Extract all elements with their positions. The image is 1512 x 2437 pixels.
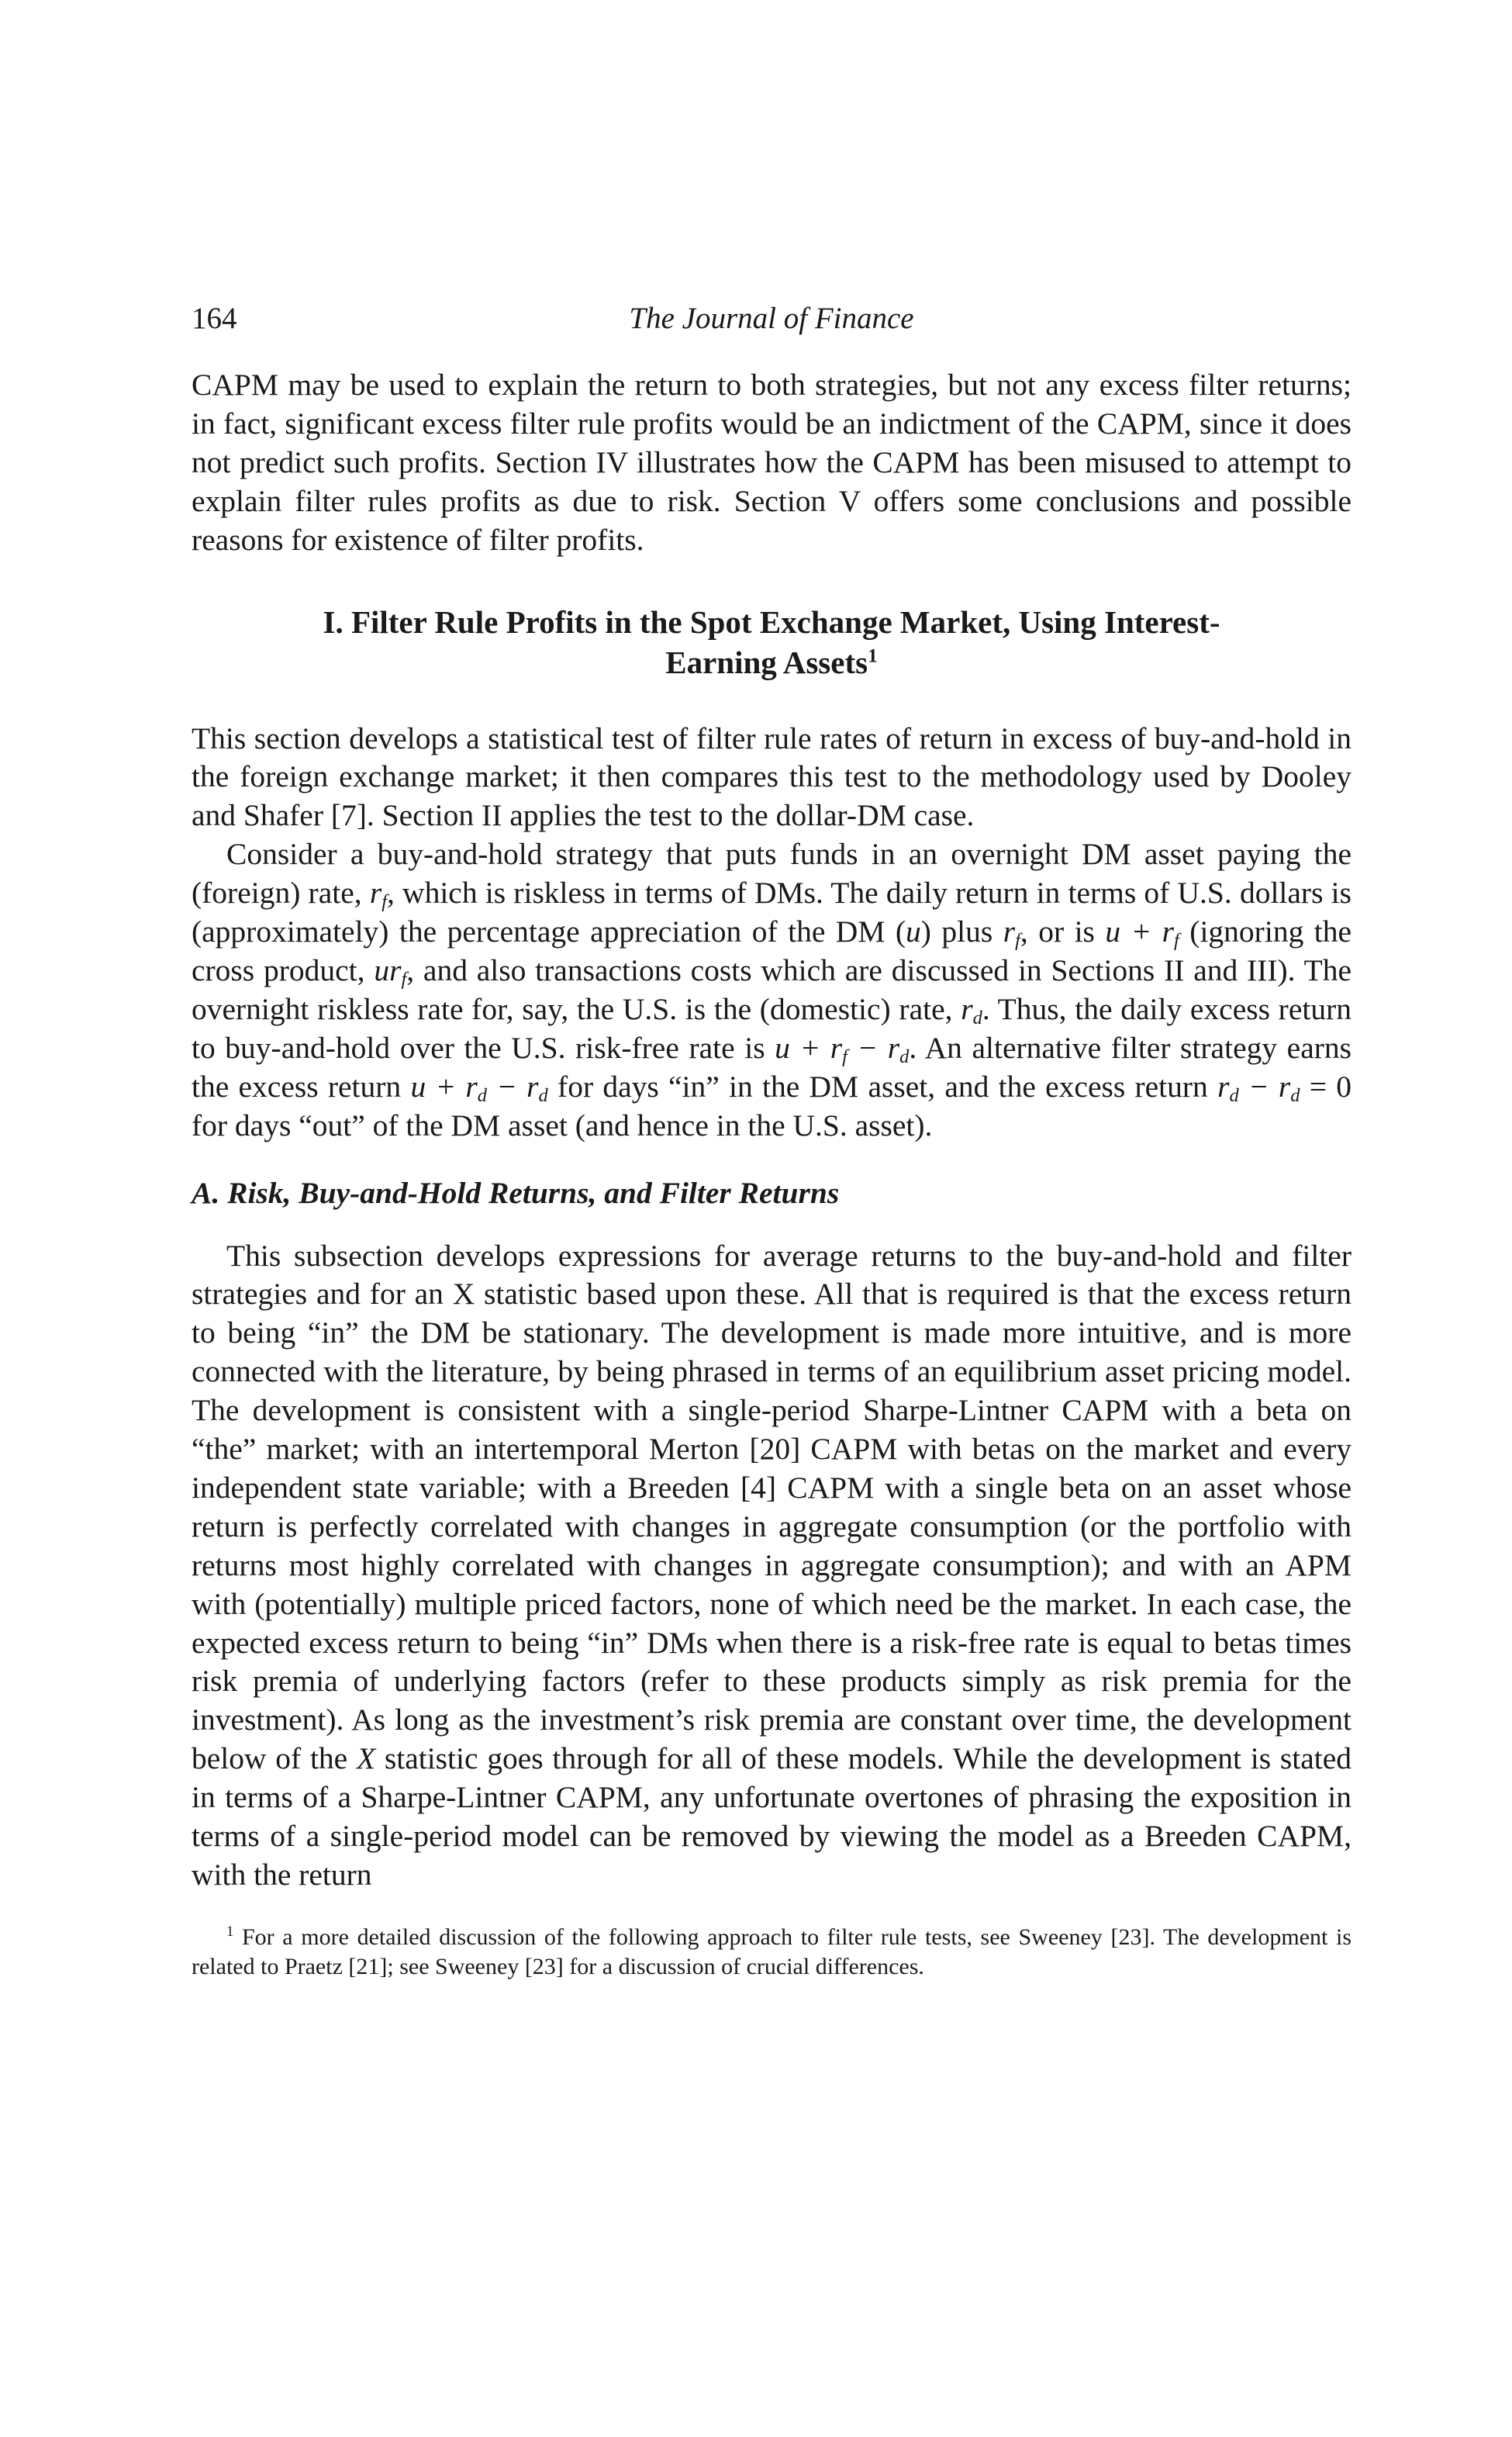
section-heading [192, 602, 1351, 683]
page-number: 164 [192, 302, 237, 335]
math-sub: f [1174, 930, 1179, 952]
footnotes [192, 1923, 1351, 1982]
math-op: − [1238, 1069, 1279, 1104]
section-heading-line-2 [192, 642, 1351, 683]
text-run: . An alternative filter strategy earns the excess return [192, 1030, 1352, 1104]
footnote-1-marker: 1 [226, 1923, 234, 1940]
math-var: r [1003, 914, 1016, 949]
math-x: X [356, 1741, 376, 1776]
math-op: + [426, 1069, 466, 1104]
math-excess-buy-hold [775, 1031, 909, 1065]
math-u-plus-rf [1105, 914, 1179, 952]
math-var: r [369, 876, 382, 911]
math-sub: d [899, 1046, 910, 1067]
text-run: statistic goes through for all of these models. While the development is stated in terms of a Sharpe-Lintner CAPM, any unfortunate overtones of phrasing the exposition in terms of a single-period model can be removed by viewing the model as a Breeden CAPM, with the return [192, 1741, 1351, 1892]
text-run: , and also transactions costs which are discussed in Sections II and III). The overnight riskless rate for, say, the U.S. is the (domestic) rate, [192, 952, 1352, 1026]
math-var: r [961, 991, 973, 1026]
math-u: u [906, 914, 921, 949]
text-run: ) plus [920, 914, 1003, 949]
text-run: (ignoring the cross product, [192, 914, 1352, 987]
footnote-marker: 1 [868, 644, 878, 666]
math-sub: d [538, 1084, 548, 1106]
math-var: ur [374, 952, 402, 987]
math-sub: d [1290, 1084, 1300, 1106]
page-header [192, 301, 1351, 347]
text-run: . Thus, the daily excess return to buy-and-hold over the U.S. risk-free rate is [192, 991, 1351, 1065]
math-rf [1003, 914, 1020, 952]
running-title: The Journal of Finance [629, 302, 914, 335]
math-sub: f [842, 1046, 847, 1067]
math-op: + [1120, 914, 1162, 949]
text-run: , or is [1020, 914, 1106, 949]
journal-page [192, 301, 1351, 1982]
text-run: Consider a buy-and-hold strategy that puts funds in an overnight DM asset paying the (foreign) rate, [192, 837, 1351, 911]
math-rf [369, 876, 387, 913]
math-op: = 0 [1300, 1069, 1352, 1104]
math-var: r [1278, 1069, 1291, 1104]
section-heading-line-1: I. Filter Rule Profits in the Spot Exchange Market, Using Interest- [323, 603, 1220, 640]
math-excess-filter-in [410, 1070, 547, 1104]
text-run: This subsection develops expressions for average returns to the buy-and-hold and filter strategies and for an X statistic based upon these. All that is required is that the excess return to being “in” the DM be stationary. The development is made more intuitive, and is more connected with the literature, by being phrased in terms of an equilibrium asset pricing model. The development is consistent with a single-period Sharpe-Lintner CAPM with a beta on “the” market; with an intertemporal Merton [20] CAPM with betas on the market and every independent state variable; with a Breeden [4] CAPM with a single beta on an asset whose return is perfectly correlated with changes in aggregate consumption (or the portfolio with returns most highly correlated with changes in aggregate consumption); and with an APM with (potentially) multiple priced factors, none of which need be the market. In each case, the expected excess return to being “in” DMs when there is a risk-free rate is equal to betas times risk premia of underlying factors (refer to these products simply as risk premia for the investment). As long as the investment’s risk premia are constant over time, the development below of the [192, 1238, 1351, 1776]
subsection-paragraph [192, 1237, 1351, 1895]
math-var: r [1162, 914, 1175, 949]
math-rd [961, 992, 982, 1026]
math-sub: f [401, 969, 407, 990]
section-paragraph-1: This section develops a statistical test of filter rule rates of return in excess of buy-and-hold in the foreign exchange market; it then compares this test to the methodology used by Dooley and Shafer [7]. Section II applies the test to the dollar-DM case. [192, 721, 1351, 833]
math-var: r [887, 1030, 900, 1065]
intro-paragraph: CAPM may be used to explain the return to both strategies, but not any excess filter returns; in fact, significant excess filter rule profits would be an indictment of the CAPM, since it does not predict such profits. Section IV illustrates how the CAPM has been misused to attempt to explain filter rules profits as due to risk. Section V offers some conclusions and possible reasons for existence of filter profits. [192, 368, 1351, 557]
math-sub: d [1229, 1084, 1239, 1106]
text-run: for days “in” in the DM asset, and the excess return [547, 1069, 1218, 1104]
footnote-1 [192, 1923, 1351, 1982]
section-heading-line-2-text: Earning Assets [665, 644, 868, 680]
subsection-heading: A. Risk, Buy-and-Hold Returns, and Filter Returns [192, 1175, 840, 1210]
math-op: + [789, 1030, 830, 1065]
math-var: u [410, 1069, 426, 1104]
text-run: for days “out” of the DM asset (and hence in the U.S. asset). [192, 1108, 933, 1142]
math-var: r [526, 1069, 539, 1104]
math-var: r [1217, 1069, 1230, 1104]
math-sub: f [1015, 930, 1020, 952]
footnote-1-text: For a more detailed discussion of the following approach to filter rule tests, see Sweeney [23]. The development is related to Praetz [21]; see Sweeney [23] for a discussion of crucial differences. [192, 1924, 1351, 1979]
math-sub: d [972, 1007, 982, 1028]
math-excess-filter-out [1217, 1070, 1351, 1104]
math-urf [374, 952, 407, 990]
math-sub: d [477, 1084, 487, 1106]
math-op: − [486, 1069, 527, 1104]
math-var: u [1105, 914, 1121, 949]
math-op: − [847, 1030, 888, 1065]
text-run: , which is riskless in terms of DMs. The daily return in terms of U.S. dollars is (approximately) the percentage appreciation of the DM ( [192, 876, 1351, 949]
section-paragraph-2 [192, 835, 1351, 1145]
math-var: r [465, 1069, 478, 1104]
math-var: u [775, 1030, 790, 1065]
math-var: r [830, 1030, 843, 1065]
math-sub: f [381, 891, 387, 913]
